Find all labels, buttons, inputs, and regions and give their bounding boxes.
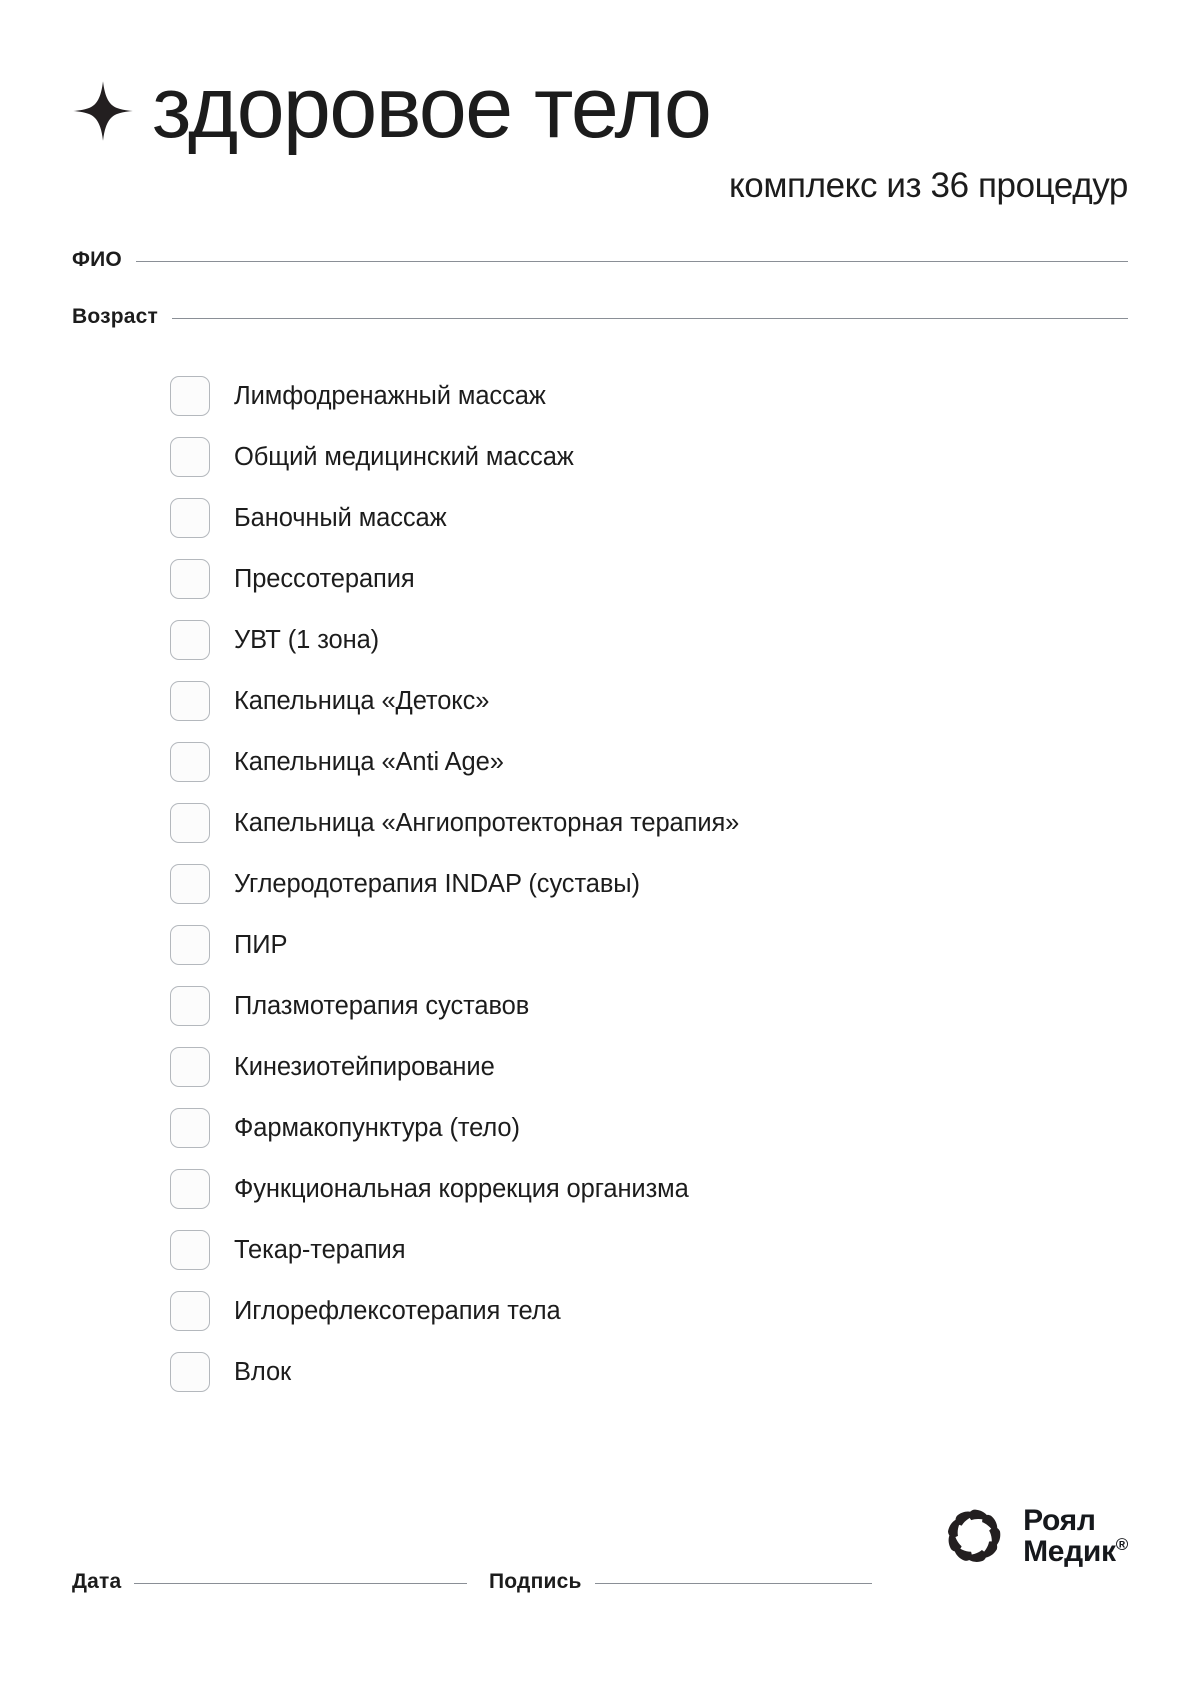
brand-name	[1023, 1505, 1128, 1567]
list-item-label: Плазмотерапия суставов	[234, 991, 530, 1020]
list-item-label: Кинезиотейпирование	[234, 1052, 495, 1081]
checkbox[interactable]	[170, 681, 210, 721]
field-row-fio	[72, 248, 1128, 272]
list-item-label: Капельница «Ангиопротекторная терапия»	[234, 808, 740, 837]
four-point-sparkle-icon	[72, 80, 134, 142]
signature-input-line[interactable]	[595, 1582, 872, 1584]
checkbox[interactable]	[170, 1230, 210, 1270]
checkbox[interactable]	[170, 620, 210, 660]
brand-name-line2: Медик	[1023, 1535, 1116, 1568]
list-item-label: УВТ (1 зона)	[234, 625, 380, 654]
list-item[interactable]	[170, 1230, 1070, 1270]
list-item[interactable]	[170, 1291, 1070, 1331]
brand-name-line2-wrap	[1023, 1536, 1128, 1567]
checkbox[interactable]	[170, 1108, 210, 1148]
list-item-label: ПИР	[234, 930, 288, 959]
list-item[interactable]	[170, 1352, 1070, 1392]
petal-ring-logo-icon	[941, 1503, 1007, 1569]
date-input-line[interactable]	[134, 1582, 467, 1584]
list-item-label: Углеродотерапия INDAP (суставы)	[234, 869, 640, 898]
list-item[interactable]	[170, 1047, 1070, 1087]
footer-fields	[72, 1570, 872, 1594]
field-row-age	[72, 305, 1128, 329]
list-item[interactable]	[170, 803, 1070, 843]
checkbox[interactable]	[170, 376, 210, 416]
list-item[interactable]	[170, 559, 1070, 599]
list-item-label: Текар-терапия	[234, 1235, 406, 1264]
checkbox[interactable]	[170, 559, 210, 599]
checkbox[interactable]	[170, 1352, 210, 1392]
fio-input-line[interactable]	[136, 260, 1128, 262]
checkbox[interactable]	[170, 803, 210, 843]
list-item[interactable]	[170, 498, 1070, 538]
page-title: здоровое тело	[152, 60, 711, 156]
list-item-label: Лимфодренажный массаж	[234, 381, 546, 410]
brand-name-line1: Роял	[1023, 1503, 1096, 1537]
date-label: Дата	[72, 1570, 122, 1593]
list-item-label: Влок	[234, 1357, 292, 1386]
list-item[interactable]	[170, 925, 1070, 965]
list-item-label: Капельница «Anti Age»	[234, 747, 504, 776]
list-item-label: Иглорефлексотерапия тела	[234, 1296, 561, 1325]
list-item-label: Функциональная коррекция организма	[234, 1174, 689, 1203]
list-item[interactable]	[170, 681, 1070, 721]
document-header	[72, 60, 1128, 206]
list-item[interactable]	[170, 864, 1070, 904]
title-row	[72, 60, 1128, 156]
list-item[interactable]	[170, 376, 1070, 416]
checkbox[interactable]	[170, 1169, 210, 1209]
checkbox[interactable]	[170, 925, 210, 965]
signature-label: Подпись	[489, 1570, 582, 1593]
registered-mark: ®	[1115, 1535, 1128, 1554]
checkbox[interactable]	[170, 864, 210, 904]
age-input-line[interactable]	[172, 317, 1128, 319]
list-item-label: Капельница «Детокс»	[234, 686, 490, 715]
checkbox[interactable]	[170, 437, 210, 477]
list-item-label: Баночный массаж	[234, 503, 447, 532]
list-item[interactable]	[170, 437, 1070, 477]
list-item[interactable]	[170, 986, 1070, 1026]
page-subtitle: комплекс из 36 процедур	[728, 166, 1128, 206]
brand-logo	[941, 1503, 1128, 1569]
field-row-signature	[489, 1570, 872, 1594]
list-item[interactable]	[170, 620, 1070, 660]
checkbox[interactable]	[170, 498, 210, 538]
checkbox[interactable]	[170, 742, 210, 782]
checkbox[interactable]	[170, 986, 210, 1026]
list-item[interactable]	[170, 1169, 1070, 1209]
list-item[interactable]	[170, 1108, 1070, 1148]
list-item[interactable]	[170, 742, 1070, 782]
procedure-checklist	[170, 376, 1070, 1392]
field-row-date	[72, 1570, 467, 1594]
checkbox[interactable]	[170, 1291, 210, 1331]
list-item-label: Фармакопунктура (тело)	[234, 1113, 520, 1142]
age-label: Возраст	[72, 305, 159, 328]
fio-label: ФИО	[72, 248, 122, 271]
checkbox[interactable]	[170, 1047, 210, 1087]
list-item-label: Прессотерапия	[234, 564, 415, 593]
list-item-label: Общий медицинский массаж	[234, 442, 574, 471]
